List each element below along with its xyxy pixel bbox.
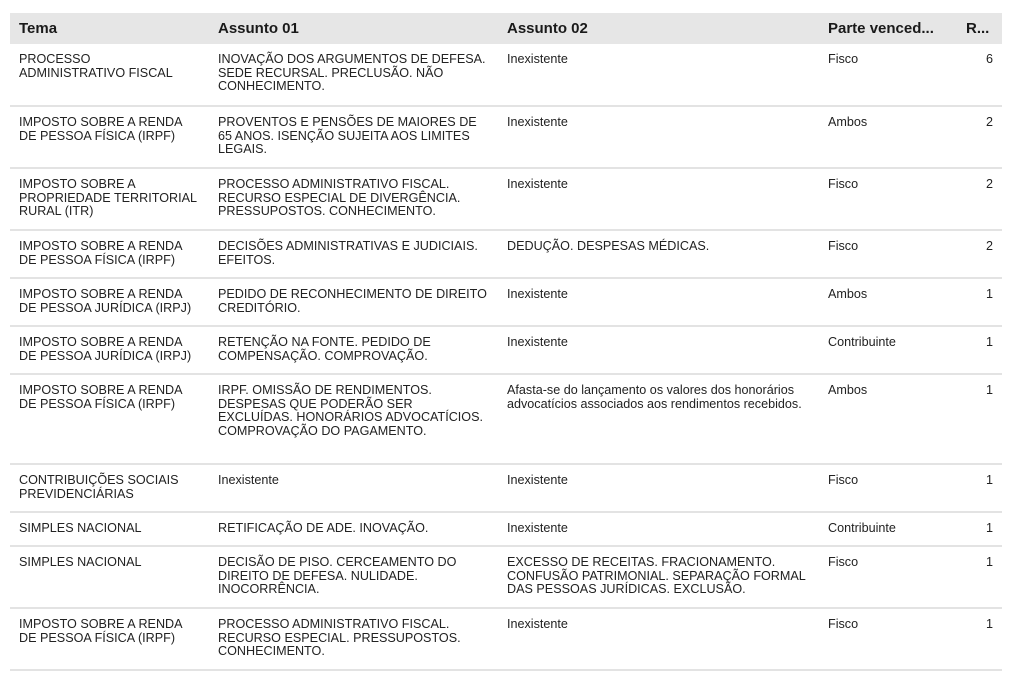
- cell-parte-vencedora: Contribuinte: [819, 326, 957, 374]
- cell-assunto-02: Inexistente: [498, 608, 819, 670]
- table-row[interactable]: [10, 326, 1002, 374]
- cell-tema: IMPOSTO SOBRE A RENDA DE PESSOA JURÍDICA (IRPJ): [10, 326, 209, 374]
- cell-assunto-01: RETENÇÃO NA FONTE. PEDIDO DE COMPENSAÇÃO. COMPROVAÇÃO.: [209, 326, 498, 374]
- cell-tema: PROCESSO ADMINISTRATIVO FISCAL: [10, 44, 209, 106]
- cell-assunto-01: DECISÕES ADMINISTRATIVAS E JUDICIAIS. EFEITOS.: [209, 230, 498, 278]
- cell-r: 1: [957, 464, 1002, 512]
- cell-assunto-01: PEDIDO DE RECONHECIMENTO DE DIREITO CREDITÓRIO.: [209, 278, 498, 326]
- results-table: [10, 13, 1002, 671]
- table-row[interactable]: [10, 44, 1002, 106]
- column-header-tema[interactable]: Tema: [19, 20, 58, 37]
- table-row[interactable]: [10, 374, 1002, 464]
- cell-tema: IMPOSTO SOBRE A RENDA DE PESSOA JURÍDICA (IRPJ): [10, 278, 209, 326]
- results-table-container: [10, 13, 1002, 671]
- column-header-assunto-01[interactable]: Assunto 01: [218, 20, 299, 37]
- cell-r: 1: [957, 326, 1002, 374]
- table-row[interactable]: [10, 546, 1002, 608]
- cell-r: 1: [957, 374, 1002, 464]
- cell-tema: IMPOSTO SOBRE A RENDA DE PESSOA FÍSICA (IRPF): [10, 106, 209, 168]
- cell-parte-vencedora: Ambos: [819, 374, 957, 464]
- cell-r: 1: [957, 278, 1002, 326]
- cell-assunto-02: Inexistente: [498, 326, 819, 374]
- column-header-r[interactable]: R...: [966, 20, 990, 37]
- cell-r: 1: [957, 608, 1002, 670]
- table-header-row: [10, 13, 1002, 44]
- column-header-assunto-02[interactable]: Assunto 02: [507, 20, 588, 37]
- cell-assunto-01: DECISÃO DE PISO. CERCEAMENTO DO DIREITO DE DEFESA. NULIDADE. INOCORRÊNCIA.: [209, 546, 498, 608]
- cell-tema: IMPOSTO SOBRE A PROPRIEDADE TERRITORIAL RURAL (ITR): [10, 168, 209, 230]
- table-row[interactable]: [10, 608, 1002, 670]
- cell-assunto-01: PROCESSO ADMINISTRATIVO FISCAL. RECURSO ESPECIAL DE DIVERGÊNCIA. PRESSUPOSTOS. CONHECIMENTO.: [209, 168, 498, 230]
- cell-tema: CONTRIBUIÇÕES SOCIAIS PREVIDENCIÁRIAS: [10, 464, 209, 512]
- cell-r: 2: [957, 168, 1002, 230]
- cell-parte-vencedora: Fisco: [819, 608, 957, 670]
- cell-parte-vencedora: Contribuinte: [819, 512, 957, 546]
- cell-tema: SIMPLES NACIONAL: [10, 512, 209, 546]
- cell-assunto-01: Inexistente: [209, 464, 498, 512]
- cell-r: 1: [957, 512, 1002, 546]
- cell-assunto-02: Inexistente: [498, 512, 819, 546]
- cell-tema: IMPOSTO SOBRE A RENDA DE PESSOA FÍSICA (IRPF): [10, 374, 209, 464]
- table-row[interactable]: [10, 512, 1002, 546]
- column-header-parte-vencedora[interactable]: Parte venced...: [828, 20, 934, 37]
- table-row[interactable]: [10, 168, 1002, 230]
- cell-tema: IMPOSTO SOBRE A RENDA DE PESSOA FÍSICA (IRPF): [10, 608, 209, 670]
- cell-assunto-02: Inexistente: [498, 464, 819, 512]
- cell-assunto-01: PROCESSO ADMINISTRATIVO FISCAL. RECURSO ESPECIAL. PRESSUPOSTOS. CONHECIMENTO.: [209, 608, 498, 670]
- cell-assunto-02: Inexistente: [498, 106, 819, 168]
- cell-assunto-02: EXCESSO DE RECEITAS. FRACIONAMENTO. CONFUSÃO PATRIMONIAL. SEPARAÇÃO FORMAL DAS PESSOAS JURÍDICAS. EXCLUSÃO.: [498, 546, 819, 608]
- cell-tema: IMPOSTO SOBRE A RENDA DE PESSOA FÍSICA (IRPF): [10, 230, 209, 278]
- cell-assunto-01: IRPF. OMISSÃO DE RENDIMENTOS. DESPESAS QUE PODERÃO SER EXCLUÍDAS. HONORÁRIOS ADVOCATÍCIOS. COMPROVAÇÃO DO PAGAMENTO.: [209, 374, 498, 464]
- cell-assunto-01: INOVAÇÃO DOS ARGUMENTOS DE DEFESA. SEDE RECURSAL. PRECLUSÃO. NÃO CONHECIMENTO.: [209, 44, 498, 106]
- cell-assunto-02: Afasta-se do lançamento os valores dos honorários advocatícios associados aos rendimentos recebidos.: [498, 374, 819, 464]
- cell-parte-vencedora: Fisco: [819, 230, 957, 278]
- table-row[interactable]: [10, 278, 1002, 326]
- cell-r: 2: [957, 230, 1002, 278]
- cell-assunto-02: DEDUÇÃO. DESPESAS MÉDICAS.: [498, 230, 819, 278]
- cell-assunto-02: Inexistente: [498, 278, 819, 326]
- cell-tema: SIMPLES NACIONAL: [10, 546, 209, 608]
- cell-parte-vencedora: Fisco: [819, 464, 957, 512]
- cell-r: 6: [957, 44, 1002, 106]
- cell-r: 2: [957, 106, 1002, 168]
- cell-assunto-02: Inexistente: [498, 44, 819, 106]
- cell-parte-vencedora: Fisco: [819, 168, 957, 230]
- cell-parte-vencedora: Fisco: [819, 546, 957, 608]
- table-row[interactable]: [10, 106, 1002, 168]
- cell-parte-vencedora: Ambos: [819, 278, 957, 326]
- cell-assunto-01: RETIFICAÇÃO DE ADE. INOVAÇÃO.: [209, 512, 498, 546]
- cell-parte-vencedora: Fisco: [819, 44, 957, 106]
- table-row[interactable]: [10, 464, 1002, 512]
- cell-assunto-01: PROVENTOS E PENSÕES DE MAIORES DE 65 ANOS. ISENÇÃO SUJEITA AOS LIMITES LEGAIS.: [209, 106, 498, 168]
- cell-parte-vencedora: Ambos: [819, 106, 957, 168]
- table-row[interactable]: [10, 230, 1002, 278]
- cell-assunto-02: Inexistente: [498, 168, 819, 230]
- cell-r: 1: [957, 546, 1002, 608]
